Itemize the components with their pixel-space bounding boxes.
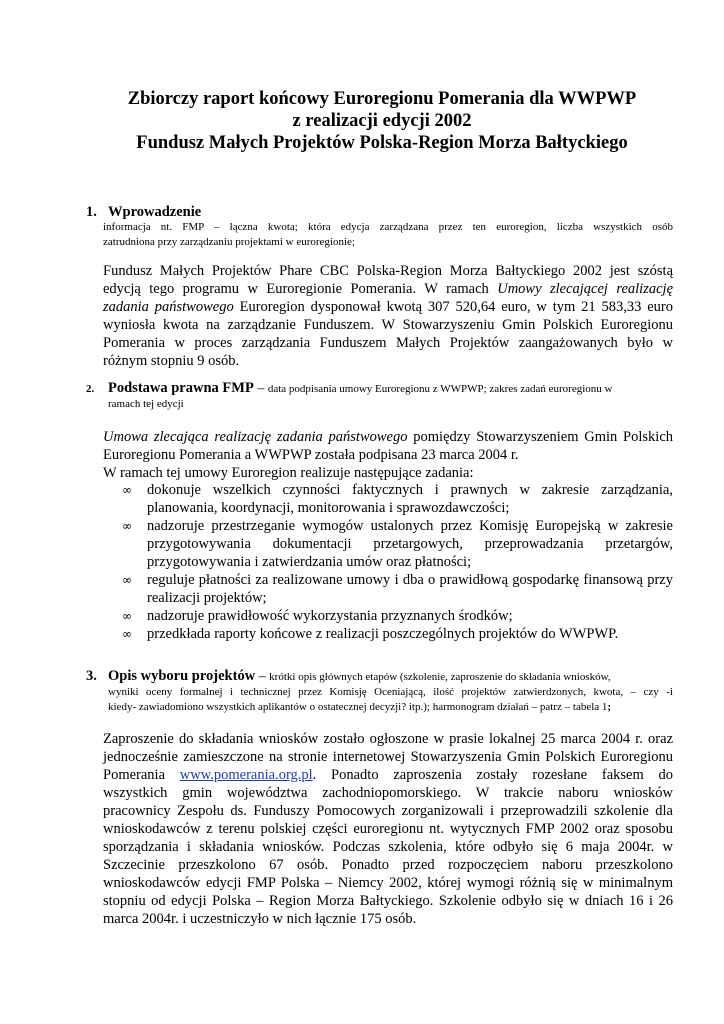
paragraph-line [103, 428, 673, 446]
section-3-note-line [108, 700, 673, 715]
task-list-line: przygotowywania dokumentacji przetargowych, przeprowadzania przetargów, [147, 536, 673, 552]
paragraph-line: stopniu od edycji Polska – Region Morza Bałtyckiego. Szkolenie odbyło się w dniach 16 i 26 [103, 893, 673, 909]
infinity-bullet-icon: ∞ [122, 627, 132, 641]
section-2-note [108, 397, 678, 412]
section-3-paragraph [103, 730, 673, 928]
paragraph-line: jednocześnie zamieszczone na stronie internetowej Stowarzyszenia Gmin Polskich Euroregionu [103, 749, 673, 765]
paragraph-line: sporządzania i składania wniosków. Podczas szkolenia, które odbyło się 6 maja 2004r. w [103, 839, 673, 855]
task-list-line: dokonuje wszelkich czynności faktycznych i prawnych w zakresie zarządzania, [147, 482, 673, 498]
section-3-header [86, 668, 611, 686]
title-line-2: z realizacji edycji 2002 [292, 111, 472, 131]
contract-name-italic: Umowy zlecającej realizację [497, 281, 674, 297]
task-list-line: przedkłada raporty końcowe z realizacji poszczególnych projektów do WWPWP. [147, 626, 619, 642]
text-run: edycją tego programu w Euroregionie Pomerania. W ramach [103, 281, 498, 297]
document-title [40, 88, 724, 154]
paragraph-line [103, 766, 673, 784]
text-run: ; [607, 701, 612, 713]
paragraph-line: marca 2004r. i uczestniczyło w nich łącznie 175 osób. [103, 911, 417, 927]
paragraph-line: wnioskodawców z terenu polskiej części euroregionu nt. wytycznych FMP 2002 oraz sposobu [103, 821, 673, 837]
task-list-line: nadzoruje przestrzeganie wymogów ustalonych przez Komisję Europejską w zakresie [147, 518, 673, 534]
task-list-item [122, 481, 673, 517]
paragraph-line: Fundusz Małych Projektów Phare CBC Polska-Region Morza Bałtyckiego 2002 jest szóstą [103, 263, 673, 279]
infinity-bullet-icon: ∞ [122, 573, 132, 587]
contract-name-italic: zadania państwowego [103, 299, 234, 315]
task-list-line: przygotowywania i zatwierdzania umów oraz płatności; [147, 554, 472, 570]
task-list-line: planowania, koordynacji, monitorowania i sprawozdawczości; [147, 500, 510, 516]
text-run: . Ponadto zaproszenia zostały rozesłane faksem do [312, 767, 673, 783]
section-2-paragraph [103, 428, 673, 482]
task-list-item [122, 625, 673, 643]
section-2-heading: Podstawa prawna FMP [108, 380, 254, 396]
task-list-line: nadzoruje prawidłowość wykorzystania przyznanych środków; [147, 608, 513, 624]
heading-dash: – [253, 381, 268, 396]
paragraph-line: Euroregionu Pomerania a WWPWP została podpisana 23 marca 2004 r. [103, 447, 519, 463]
section-2-note-line: ramach tej edycji [108, 398, 184, 410]
task-list-item [122, 571, 673, 607]
paragraph-line: Pomerania w proces zarządzania Funduszem Małych Projektów zaangażowanych było w [103, 335, 673, 351]
pomerania-website-link[interactable]: www.pomerania.org.pl [179, 767, 313, 783]
section-2-note-line: data podpisania umowy Euroregionu z WWPWP; zakres zadań euroregionu w [267, 383, 613, 395]
section-1-heading: Wprowadzenie [108, 204, 202, 220]
title-line-1: Zbiorczy raport końcowy Euroregionu Pomerania dla WWPWP [127, 89, 637, 109]
task-list-line: reguluje płatności za realizowane umowy i dba o prawidłową gospodarkę finansową przy [147, 572, 673, 588]
infinity-bullet-icon: ∞ [122, 519, 132, 533]
text-run: Pomerania [103, 767, 180, 783]
task-list [122, 481, 673, 643]
infinity-bullet-icon: ∞ [122, 483, 132, 497]
infinity-bullet-icon: ∞ [122, 609, 132, 623]
task-list-item [122, 517, 673, 571]
section-1-number: 1. [86, 204, 97, 220]
text-run: kiedy- zawiadomiono wszystkich aplikantów o ostatecznej decyzji? itp.); harmonogram działań – patrz – tabela 1 [108, 701, 608, 713]
section-3-note-line: krótki opis głównych etapów (szkolenie, zaproszenie do składania wniosków, [269, 671, 611, 683]
section-1-note [103, 220, 673, 250]
paragraph-line: Szczecinie przeszkolono 67 osób. Ponadto przed rozpoczęciem naboru przeszkolono [103, 857, 673, 873]
section-1-note-line: zatrudniona przy zarządzaniu projektami w euroregionie; [103, 236, 355, 248]
section-3-note [108, 685, 673, 715]
section-3-note-line: wyniki oceny formalnej i technicznej przez Komisję Oceniającą, ilość projektów zatwierdzonych, kwota, – czy -i [108, 686, 673, 698]
section-2-number: 2. [86, 383, 95, 395]
text-run: pomiędzy Stowarzyszeniem Gmin Polskich [407, 429, 673, 445]
section-1-header [86, 204, 201, 221]
section-3-heading: Opis wyboru projektów [108, 668, 256, 684]
text-run: Euroregion dysponował kwotą 307 520,64 euro, w tym 21 583,33 euro [233, 299, 673, 315]
paragraph-line: Zaproszenie do składania wniosków zostało ogłoszone w prasie lokalnej 25 marca 2004 r. oraz [103, 731, 673, 747]
section-1-paragraph [103, 262, 673, 370]
section-1-note-line: informacja nt. FMP – łączna kwota; która edycja zarządzana przez ten euroregion, liczba wszystkich osób [103, 221, 673, 233]
task-list-line: realizacji projektów; [147, 590, 267, 606]
paragraph-line: wyniosła kwota na zarządzanie Funduszem. W Stowarzyszeniu Gmin Polskich Euroregionu [103, 317, 673, 333]
task-list-item [122, 607, 673, 625]
paragraph-line: wnioskodawców edycji FMP Polska – Niemcy 2002, której wymogi różnią się w minimalnym [103, 875, 673, 891]
paragraph-line: pracownicy Zespołu ds. Funduszy Pomocowych zorganizowali i przeprowadzili szkolenie dla [103, 803, 673, 819]
paragraph-line [103, 280, 673, 298]
contract-name-italic: Umowa zlecająca realizację zadania państwowego [103, 429, 408, 445]
title-line-3: Fundusz Małych Projektów Polska-Region Morza Bałtyckiego [136, 133, 628, 153]
section-2-header [86, 380, 612, 398]
paragraph-line: wszystkich gmin województwa zachodniopomorskiego. W trakcie naboru wniosków [103, 785, 673, 801]
heading-dash: – [255, 669, 270, 684]
paragraph-line: różnym stopniu 9 osób. [103, 353, 240, 369]
paragraph-line [103, 298, 673, 316]
paragraph-line: W ramach tej umowy Euroregion realizuje następujące zadania: [103, 465, 474, 481]
section-3-number: 3. [86, 668, 97, 684]
